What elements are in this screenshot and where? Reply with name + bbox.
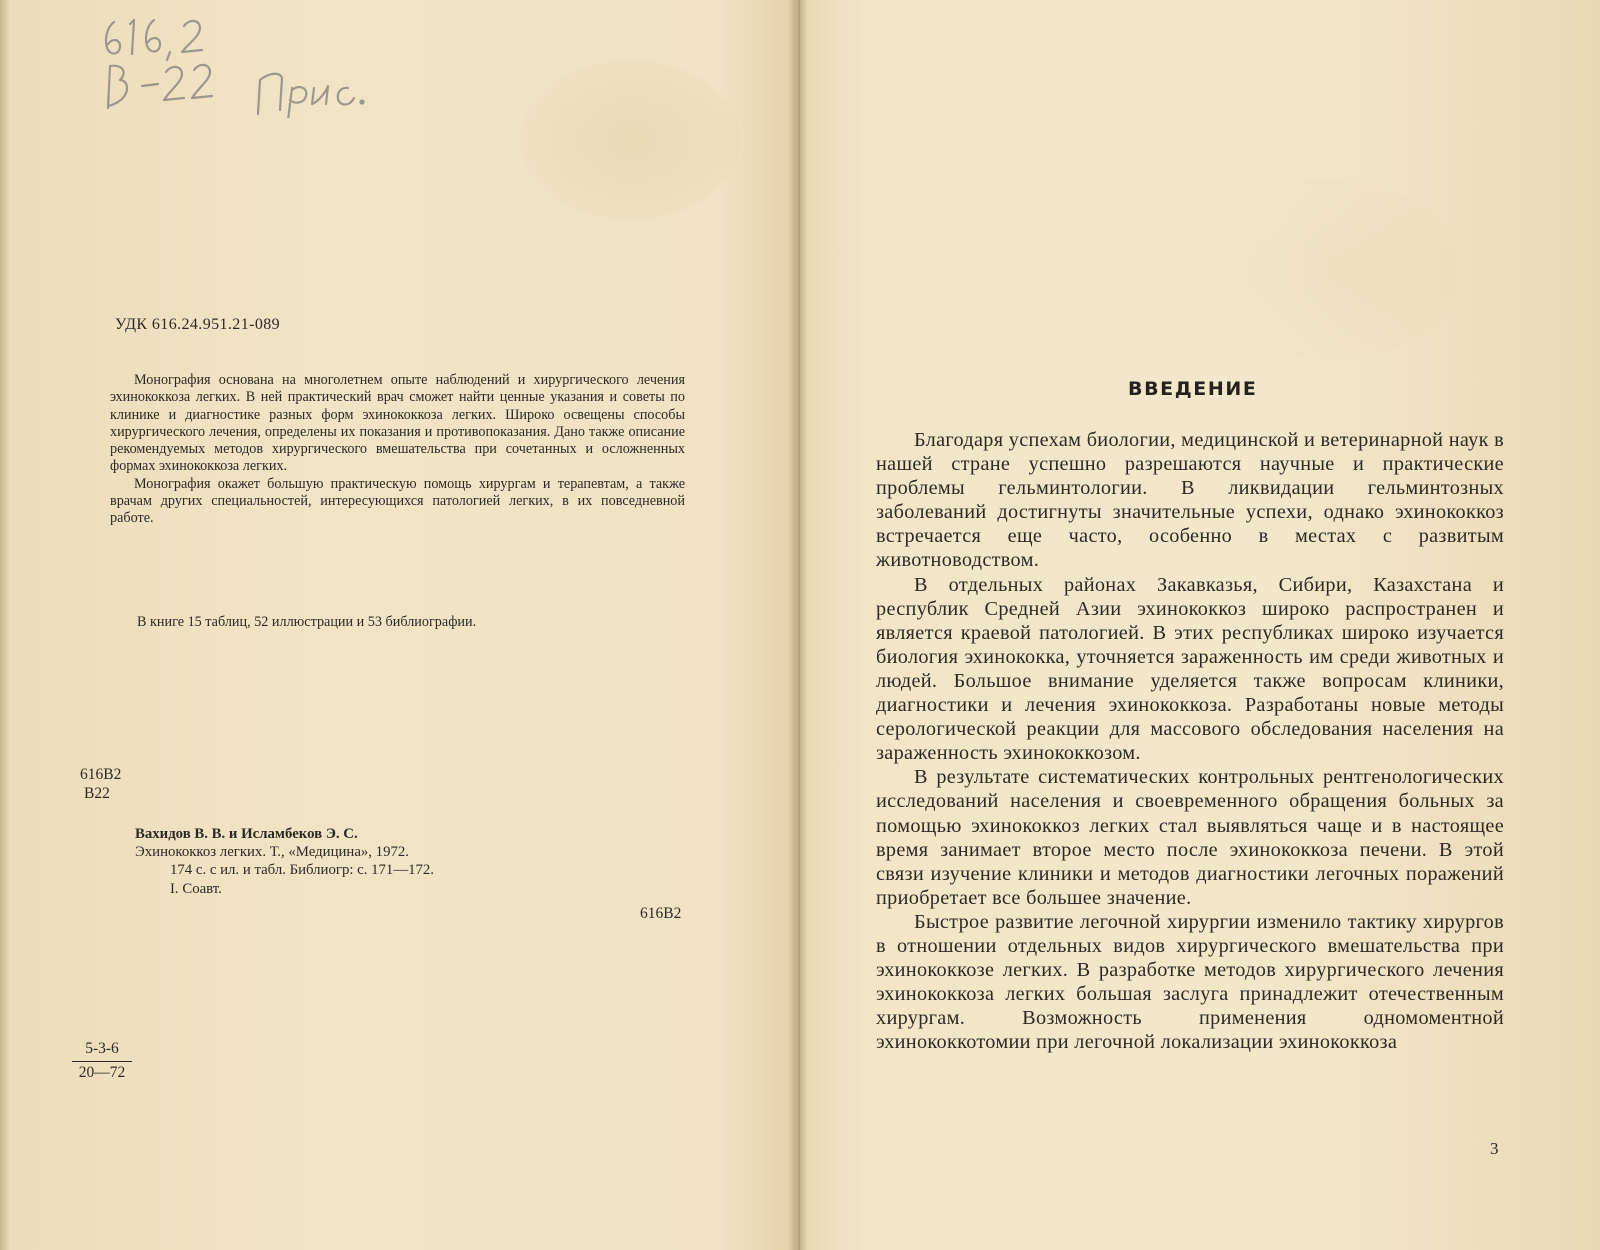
intro-paragraph: Благодаря успехам биологии, медицинской и ветеринарной наук в нашей стране успешно разрешаются научные и практические проблемы гельминтологии. В ликвидации гельминтозных заболеваний достигнуты значительные успехи, однако эхинококкоз встречается еще часто, особенно в местах с развитым животноводством. bbox=[876, 429, 1504, 572]
left-page bbox=[0, 0, 795, 1250]
bibliographic-record bbox=[135, 825, 655, 898]
biblio-coauthor: I. Соавт. bbox=[170, 880, 222, 897]
biblio-pages: 174 с. с ил. и табл. Библиогр: с. 171—172. bbox=[170, 862, 435, 879]
book-stats: В книге 15 таблиц, 52 иллюстрации и 53 библиографии. bbox=[137, 614, 477, 630]
abstract-paragraph: Монография окажет большую практическую помощь хирургам и терапевтам, а также врачам других специальностей, интересующихся патологией легких, в их повседневной работе. bbox=[110, 475, 685, 527]
intro-paragraph: Быстрое развитие легочной хирургии изменило тактику хирургов в отношении отдельных видов хирургического вмешательства при эхинококкозе легких. В разработке методов хирургического лечения эхинококкоза легких большая заслуга принадлежит отечественным хирургам. Возможность применения одномоментной эхинококкотомии при легочной локализации эхинококкоза bbox=[876, 910, 1504, 1054]
index-fraction bbox=[72, 1038, 132, 1084]
udk-code: УДК 616.24.951.21-089 bbox=[115, 316, 281, 333]
introduction-text bbox=[876, 428, 1504, 1054]
chapter-title: ВВЕДЕНИЕ bbox=[1128, 378, 1258, 400]
biblio-authors: Вахидов В. В. и Исламбеков Э. С. bbox=[135, 826, 358, 842]
classification-code bbox=[80, 765, 121, 803]
page-edge-shadow bbox=[0, 0, 10, 1250]
book-abstract bbox=[110, 372, 685, 528]
fraction-denominator: 20—72 bbox=[78, 1064, 126, 1081]
fraction-numerator: 5-3-6 bbox=[72, 1038, 132, 1062]
handwritten-shelf-mark bbox=[100, 8, 430, 118]
classification-main: 616В2 bbox=[80, 766, 122, 783]
classification-right: 616В2 bbox=[640, 905, 682, 922]
intro-paragraph: В отдельных районах Закавказья, Сибири, Казахстана и республик Средней Азии эхинококкоз широко распространен и является краевой патологией. В этих республиках широко изучается биология эхинококка, уточняется зараженность им среди животных и людей. Большое внимание уделяется также вопросам клиники, диагностики и лечения эхинококкоза. Разработаны новые методы серологической реакции для массового обследования населения на зараженность эхинококкозом. bbox=[876, 573, 1504, 765]
page-number: 3 bbox=[1490, 1139, 1499, 1158]
intro-paragraph: В результате систематических контрольных рентгенологических исследований населения и своевременного обращения больных за помощью эхинококкоз легких стал выявляться чаще и в настоящее время занимает второе место после эхинококкоза печени. В этой связи изучение клиники и методов диагностики легочных поражений приобретает все большее значение. bbox=[876, 766, 1504, 909]
biblio-title: Эхинококкоз легких. Т., «Медицина», 1972. bbox=[135, 844, 409, 861]
classification-sub: В22 bbox=[84, 785, 110, 802]
abstract-paragraph: Монография основана на многолетнем опыте наблюдений и хирургического лечения эхинококкоза легких. В ней практический врач сможет найти ценные указания и советы по клинике и диагностике разных форм эхинококкоза легких. Широко освещены способы хирургического лечения, определены их показания и противопоказания. Дано также описание рекомендуемых методов хирургического вмешательства при сочетанных и осложненных формах эхинококкоза легких. bbox=[110, 372, 685, 475]
